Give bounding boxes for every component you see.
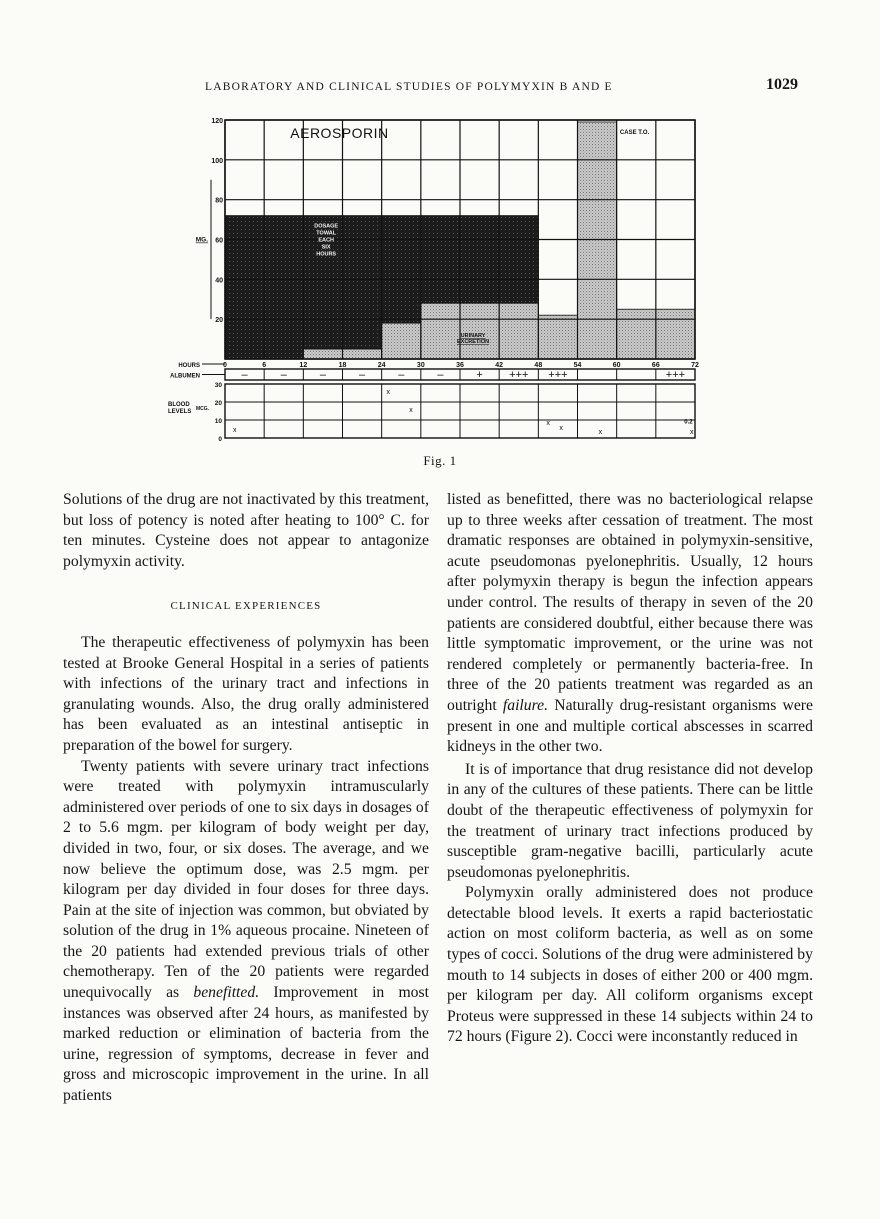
albumen-value: – (437, 369, 444, 381)
albumen-value: – (241, 369, 248, 381)
dosage-label: DOSAGE (314, 223, 339, 230)
text-run: Improvement in most instances was observed after 24 hours, as manifested by marked reduction or elimination of bacteria from the urine, regression of symptoms, decrease in fever and gross and microscopic improvement in the urine. In all patients (63, 984, 429, 1105)
page-number: 1029 (766, 76, 798, 93)
emphasis-text: failure. (502, 696, 549, 714)
figure-caption: Fig. 1 (423, 453, 457, 468)
hours-tick-label: 6 (262, 362, 267, 369)
figure-1-chart (160, 108, 720, 458)
paragraph (63, 757, 429, 1107)
albumen-label: ALBUMEN (170, 373, 200, 380)
bar (538, 315, 577, 359)
albumen-value: +++ (548, 369, 568, 381)
hours-tick-label: 24 (377, 362, 386, 369)
y-tick-label: 80 (215, 197, 223, 205)
text-run: listed as benefitted, there was no bacteriological relapse up to three weeks after cessation of treatment. The most dramatic responses are obtained in polymyxin-sensitive, acute pseudomonas pyelonephritis. Usually, 12 hours after polymyxin therapy is begun the infection appears under control. The results of therapy in seven of the 20 patients are considered doubtful, either because there was little symptomatic improvement, or the urine was not rendered completely or permanently bacteria-free. In three of the 20 patients treatment was regarded as an outright (447, 491, 813, 714)
blood-tick-label: 30 (214, 382, 222, 389)
blood-tick-label: 0 (218, 436, 222, 443)
albumen-value: +++ (509, 369, 529, 381)
blood-levels-label: LEVELS (168, 409, 192, 415)
paragraph: It is of importance that drug resistance did not develop in any of the cultures of these patients. There can be little doubt of the therapeutic effectiveness of polymyxin for the treatment of urinary tract infections produced by susceptible gram-negative bacilli, particularly acute pseudomonas pyelonephritis. (447, 760, 813, 881)
right-column (447, 490, 813, 1048)
hours-axis-label: HOURS (178, 363, 200, 369)
blood-levels-label: BLOOD (168, 402, 190, 408)
hours-tick-label: 0 (223, 362, 227, 369)
albumen-value: – (319, 369, 326, 381)
paragraph: The therapeutic effectiveness of polymyxin has been tested at Brooke General Hospital in a series of patients with infections of the urinary tract and infections in granulating wounds. Also, the drug orally administered has been evaluated as an intestinal antiseptic in preparation of the bowel for surgery. (63, 633, 429, 754)
chart-svg (160, 108, 720, 458)
running-title: LABORATORY AND CLINICAL STUDIES OF POLYMYXIN B AND E (205, 81, 613, 93)
blood-level-point: x (598, 428, 603, 436)
blood-tick-label: 10 (214, 418, 222, 425)
hours-tick-label: 60 (612, 362, 621, 369)
paragraph: Solutions of the drug are not inactivated by this treatment, but loss of potency is noted after heating to 100° C. for ten minutes. Cysteine does not appear to antagonize polymyxin activity. (63, 491, 429, 570)
left-column (63, 490, 429, 1107)
blood-level-point: x (386, 389, 390, 397)
hours-tick-label: 30 (416, 362, 425, 369)
section-heading: CLINICAL EXPERIENCES (170, 600, 322, 613)
excretion-label: URINARY (460, 333, 486, 340)
albumen-value: – (398, 369, 405, 381)
y-tick-label: 20 (215, 317, 223, 325)
text-run: Naturally drug-resistant organisms were present in one and multiple cortical abscesses in scarred kidneys in the other two. (447, 696, 813, 756)
dosage-label: SIX (321, 244, 331, 251)
dosage-label: TOWAL (316, 230, 337, 237)
albumen-value: – (359, 369, 366, 381)
y-axis-label: MG. (195, 236, 208, 244)
hours-tick-label: 48 (534, 362, 543, 369)
text-run: Twenty patients with severe urinary tract infections were treated with polymyxin intramuscularly administered over periods of one to six days in dosages of 2 to 5.6 mgm. per kilogram of body weight per day, divided in two, four, or six doses. The average, and we now believe the optimum dose, was 2.5 mgm. per kilogram per day divided in four doses for three days. Pain at the site of injection was common, but obviated by solution of the drug in 1% aqueous procaine. Nineteen of the 20 patients had extended previous trials of other chemotherapy. Ten of the 20 patients were regarded unequivocally as (63, 757, 429, 1002)
paragraph: Polymyxin orally administered does not produce detectable blood levels. It exerts a rapid bacteriostatic action on most coliform bacteria, as well as on some types of cocci. Solutions of the drug were administered by mouth to 14 subjects in doses of either 200 or 400 mgm. per kilogram per day. All coliform organisms except Proteus were suppressed in these 14 subjects within 24 to 72 hours (Figure 2). Cocci were inconstantly reduced in (447, 884, 813, 1046)
y-tick-label: 100 (211, 157, 223, 165)
hours-tick-label: 42 (495, 362, 504, 369)
blood-tick-label: 20 (214, 400, 222, 407)
bar (421, 303, 539, 359)
excretion-label: EXCRETION (457, 339, 490, 346)
hours-tick-label: 72 (691, 362, 699, 369)
blood-note-value: 0.2 (684, 419, 693, 426)
chart-grid (202, 120, 695, 438)
dosage-label: HOURS (316, 251, 337, 258)
albumen-value: +++ (665, 369, 686, 381)
y-tick-label: 120 (211, 118, 223, 125)
dosage-label: EACH (318, 237, 334, 244)
hours-tick-label: 18 (338, 362, 347, 369)
hours-tick-label: 36 (456, 362, 464, 369)
chart-title: AEROSPORIN (290, 125, 389, 141)
blood-level-point: x (409, 407, 413, 415)
blood-level-point: x (689, 428, 694, 436)
albumen-value: + (476, 369, 483, 381)
bar (382, 323, 421, 359)
blood-unit-label: MCG. (196, 406, 210, 412)
emphasis-text: benefitted. (193, 984, 260, 1002)
case-label: CASE T.O. (619, 130, 650, 136)
hours-tick-label: 54 (573, 362, 582, 369)
albumen-value: – (280, 369, 287, 381)
y-tick-label: 60 (215, 237, 223, 245)
blood-level-point: x (546, 419, 550, 427)
paragraph (447, 490, 813, 758)
hours-tick-label: 12 (299, 362, 308, 369)
y-tick-label: 40 (215, 277, 223, 285)
bar (578, 122, 617, 359)
blood-level-point: x (233, 427, 237, 434)
hours-tick-label: 66 (651, 362, 660, 369)
page-header (0, 76, 880, 98)
blood-level-point: x (559, 425, 563, 433)
